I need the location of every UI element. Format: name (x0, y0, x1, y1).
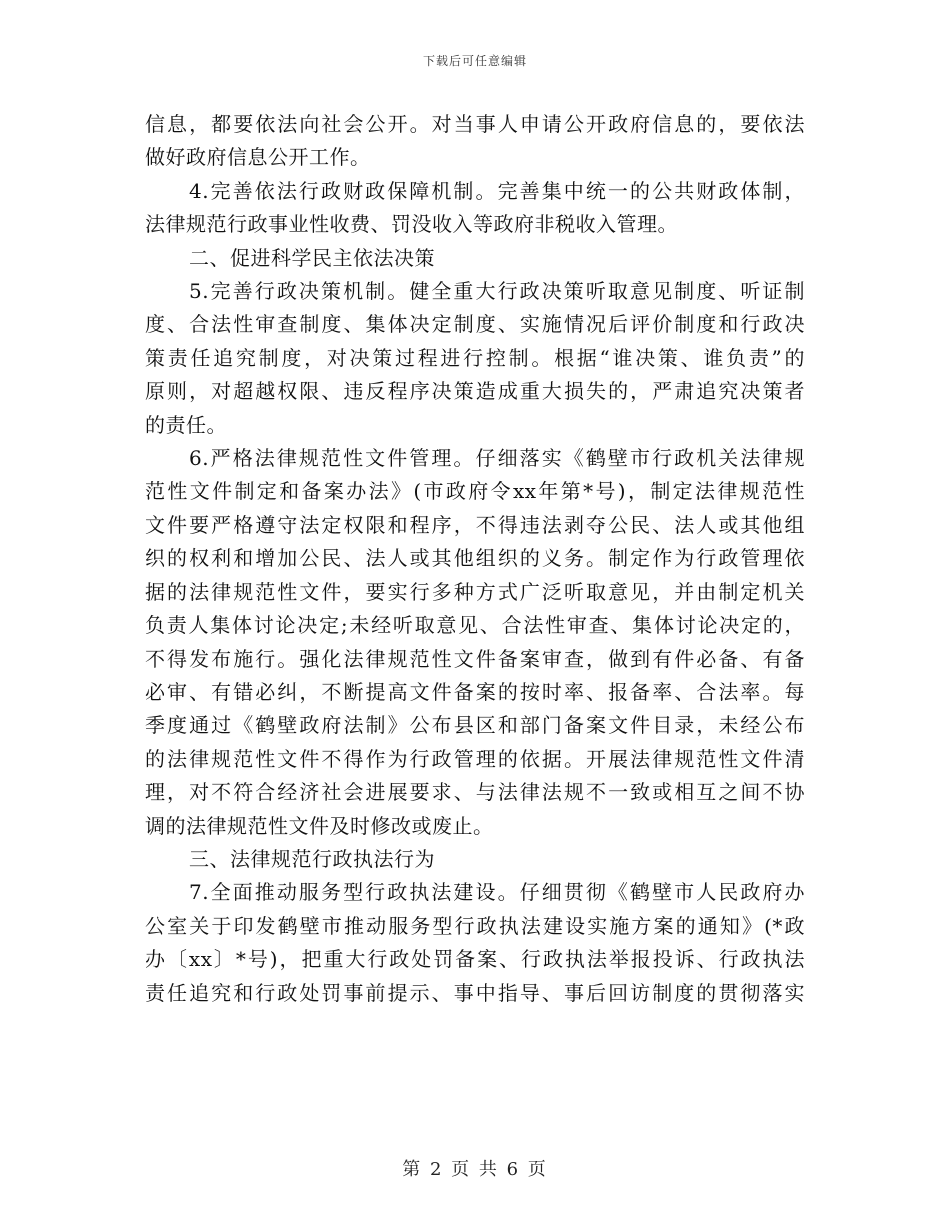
text-line: 文件要严格遵守法定权限和程序，不得违法剥夺公民、法人或其他组 (145, 512, 805, 537)
page-header: 下载后可任意编辑 (422, 54, 527, 68)
text-line: 三、法律规范行政执法行为 (189, 846, 435, 871)
text-line: 策责任追究制度，对决策过程进行控制。根据“谁决策、谁负责”的 (145, 345, 805, 370)
text-line: 理，对不符合经济社会进展要求、与法律法规不一致或相互之间不协 (145, 780, 805, 805)
text-line: 原则，对超越权限、违反程序决策造成重大损失的，严肃追究决策者 (145, 379, 805, 404)
page-number: 第 2 页 共 6 页 (402, 1159, 548, 1180)
text-line: 公室关于印发鹤壁市推动服务型行政执法建设实施方案的通知》(*政 (145, 913, 805, 938)
text-line: 负责人集体讨论决定;未经听取意见、合法性审查、集体讨论决定的， (145, 613, 805, 638)
text-line: 法律规范行政事业性收费、罚没收入等政府非税收入管理。 (145, 212, 678, 237)
text-line: 织的权利和增加公民、法人或其他组织的义务。制定作为行政管理依 (145, 546, 805, 571)
text-line: 的法律规范性文件不得作为行政管理的依据。开展法律规范性文件清 (145, 746, 805, 771)
text-line: 6.严格法律规范性文件管理。仔细落实《鹤壁市行政机关法律规 (189, 446, 805, 471)
text-line: 二、促进科学民主依法决策 (189, 245, 435, 270)
text-line: 调的法律规范性文件及时修改或废止。 (145, 813, 494, 838)
text-line: 的责任。 (145, 412, 227, 437)
text-line: 4.完善依法行政财政保障机制。完善集中统一的公共财政体制， (189, 178, 805, 203)
text-line: 办〔xx〕*号)，把重大行政处罚备案、行政执法举报投诉、行政执法 (145, 947, 805, 972)
text-line: 度、合法性审查制度、集体决定制度、实施情况后评价制度和行政决 (145, 312, 805, 337)
text-line: 必审、有错必纠，不断提高文件备案的按时率、报备率、合法率。每 (145, 679, 805, 704)
text-line: 做好政府信息公开工作。 (145, 145, 371, 170)
text-line: 信息，都要依法向社会公开。对当事人申请公开政府信息的，要依法 (145, 112, 805, 136)
document-body (145, 108, 805, 1010)
text-line: 据的法律规范性文件，要实行多种方式广泛听取意见，并由制定机关 (145, 579, 805, 604)
text-line: 范性文件制定和备案办法》(市政府令xx年第*号)，制定法律规范性 (145, 479, 805, 504)
text-line: 7.全面推动服务型行政执法建设。仔细贯彻《鹤壁市人民政府办 (189, 880, 805, 905)
text-line: 季度通过《鹤壁政府法制》公布县区和部门备案文件目录，未经公布 (145, 713, 805, 738)
text-line: 不得发布施行。强化法律规范性文件备案审查，做到有件必备、有备 (145, 646, 805, 671)
text-line: 5.完善行政决策机制。健全重大行政决策听取意见制度、听证制 (189, 279, 805, 304)
text-line: 责任追究和行政处罚事前提示、事中指导、事后回访制度的贯彻落实 (145, 980, 805, 1005)
